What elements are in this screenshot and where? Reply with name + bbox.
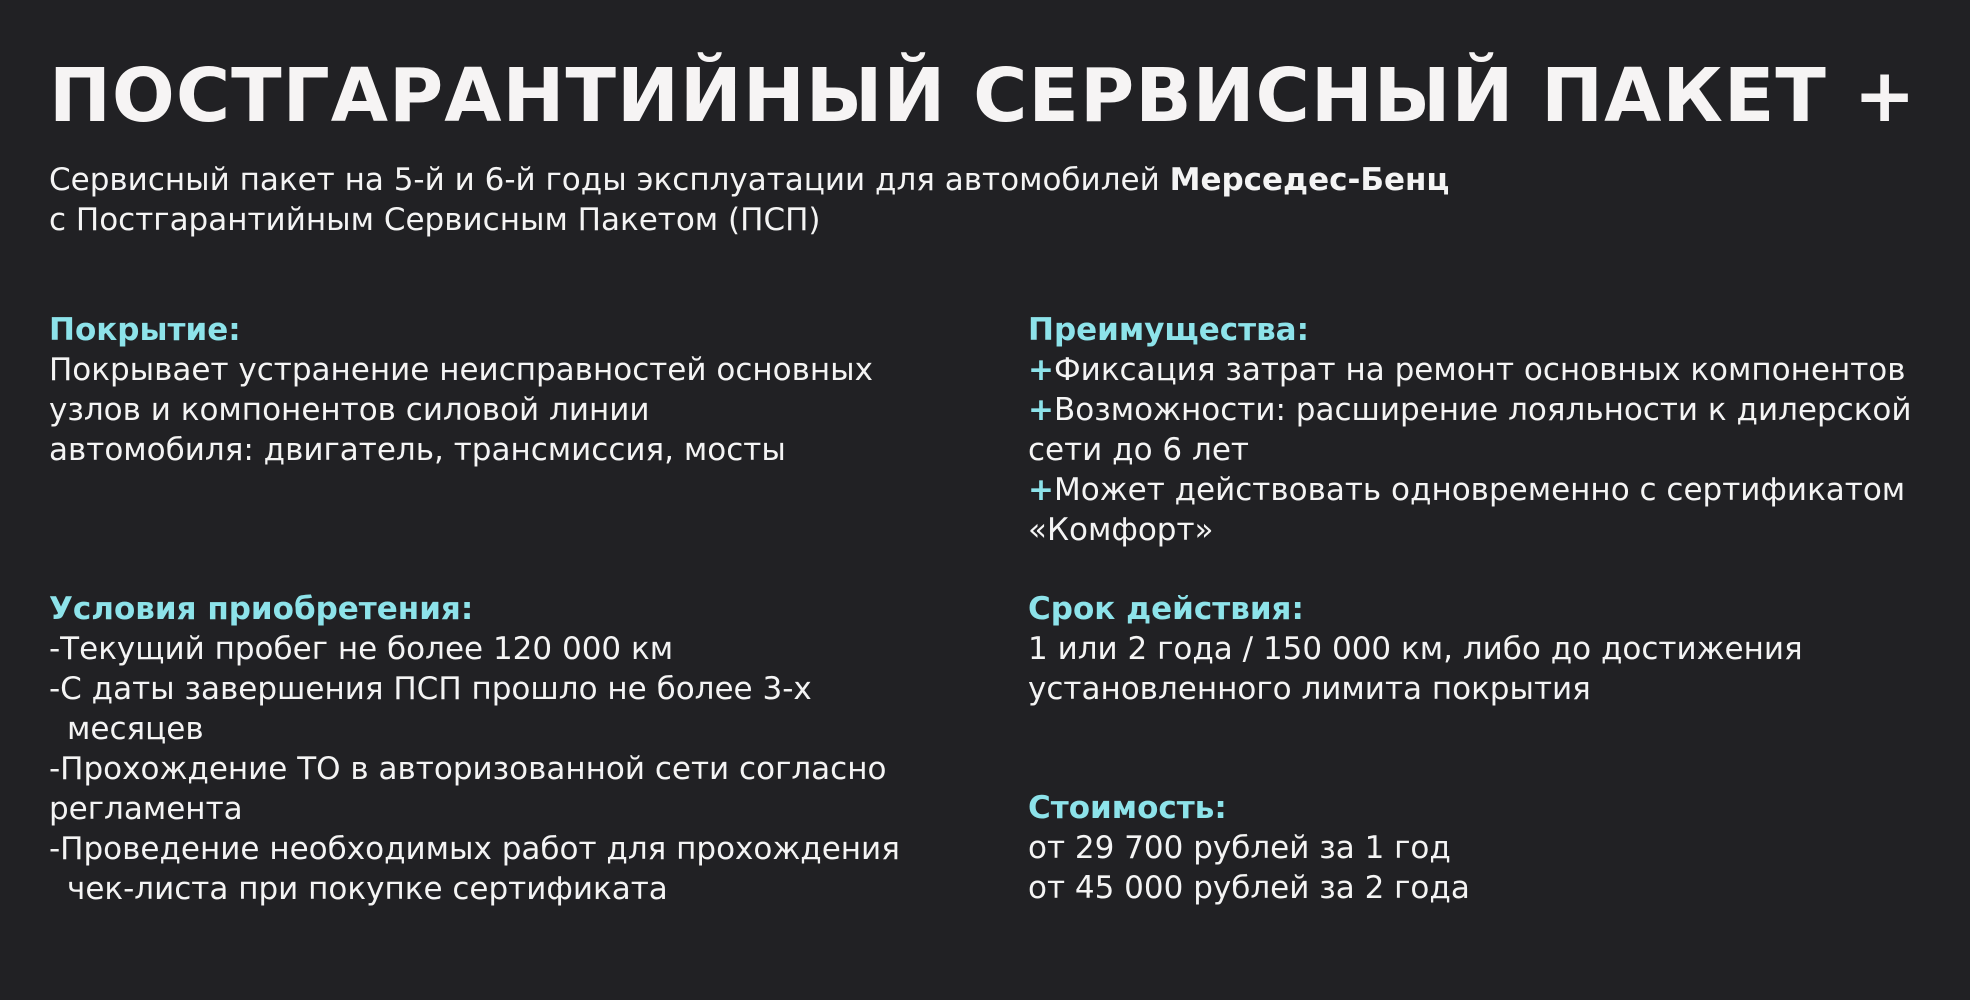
condition-item bbox=[49, 629, 900, 669]
condition-text: -Проведение необходимых работ для прохождения bbox=[49, 831, 900, 867]
advantages-section bbox=[1028, 310, 1912, 550]
term-heading: Срок действия: bbox=[1028, 591, 1304, 627]
cost-line: от 29 700 рублей за 1 год bbox=[1028, 830, 1451, 866]
brand-name: Мерседес-Бенц bbox=[1169, 162, 1450, 198]
subtitle-text: Сервисный пакет на 5-й и 6-й годы эксплуатации для автомобилей bbox=[49, 162, 1170, 198]
condition-continuation: чек-листа при покупке сертификата bbox=[67, 871, 668, 907]
advantage-item bbox=[1028, 390, 1912, 430]
coverage-line: автомобиля: двигатель, трансмиссия, мосты bbox=[49, 432, 786, 468]
advantage-item bbox=[1028, 350, 1912, 390]
condition-item bbox=[49, 669, 900, 749]
coverage-line: Покрывает устранение неисправностей основных bbox=[49, 352, 873, 388]
condition-text: -С даты завершения ПСП прошло не более 3-х bbox=[49, 671, 812, 707]
advantages-heading: Преимущества: bbox=[1028, 312, 1309, 348]
advantage-item bbox=[1028, 470, 1912, 510]
subtitle-line-1 bbox=[49, 160, 1449, 200]
condition-continuation: регламента bbox=[49, 791, 243, 827]
coverage-heading: Покрытие: bbox=[49, 312, 241, 348]
cost-line: от 45 000 рублей за 2 года bbox=[1028, 870, 1470, 906]
plus-icon: + bbox=[1028, 472, 1054, 508]
term-line: 1 или 2 года / 150 000 км, либо до достижения bbox=[1028, 631, 1803, 667]
cost-section bbox=[1028, 788, 1470, 908]
advantage-text: Фиксация затрат на ремонт основных компонентов bbox=[1053, 352, 1906, 388]
condition-text: -Прохождение ТО в авторизованной сети согласно bbox=[49, 751, 887, 787]
advantage-text: Может действовать одновременно с сертификатом bbox=[1053, 472, 1906, 508]
condition-item bbox=[49, 829, 900, 909]
advantage-continuation: «Комфорт» bbox=[1028, 512, 1214, 548]
condition-text: -Текущий пробег не более 120 000 км bbox=[49, 631, 674, 667]
advantage-continuation: сети до 6 лет bbox=[1028, 432, 1249, 468]
cost-heading: Стоимость: bbox=[1028, 790, 1227, 826]
subtitle-line-2: с Постгарантийным Сервисным Пакетом (ПСП) bbox=[49, 202, 821, 238]
plus-icon: + bbox=[1028, 392, 1054, 428]
subtitle bbox=[49, 160, 1449, 240]
page-title: ПОСТГАРАНТИЙНЫЙ СЕРВИСНЫЙ ПАКЕТ + bbox=[49, 53, 1917, 139]
coverage-section bbox=[49, 310, 873, 470]
term-line: установленного лимита покрытия bbox=[1028, 671, 1591, 707]
condition-item bbox=[49, 749, 900, 829]
term-section bbox=[1028, 589, 1803, 709]
conditions-section bbox=[49, 589, 900, 909]
plus-icon: + bbox=[1028, 352, 1054, 388]
advantage-text: Возможности: расширение лояльности к дилерской bbox=[1053, 392, 1912, 428]
condition-continuation: месяцев bbox=[67, 711, 204, 747]
conditions-heading: Условия приобретения: bbox=[49, 591, 474, 627]
coverage-line: узлов и компонентов силовой линии bbox=[49, 392, 650, 428]
